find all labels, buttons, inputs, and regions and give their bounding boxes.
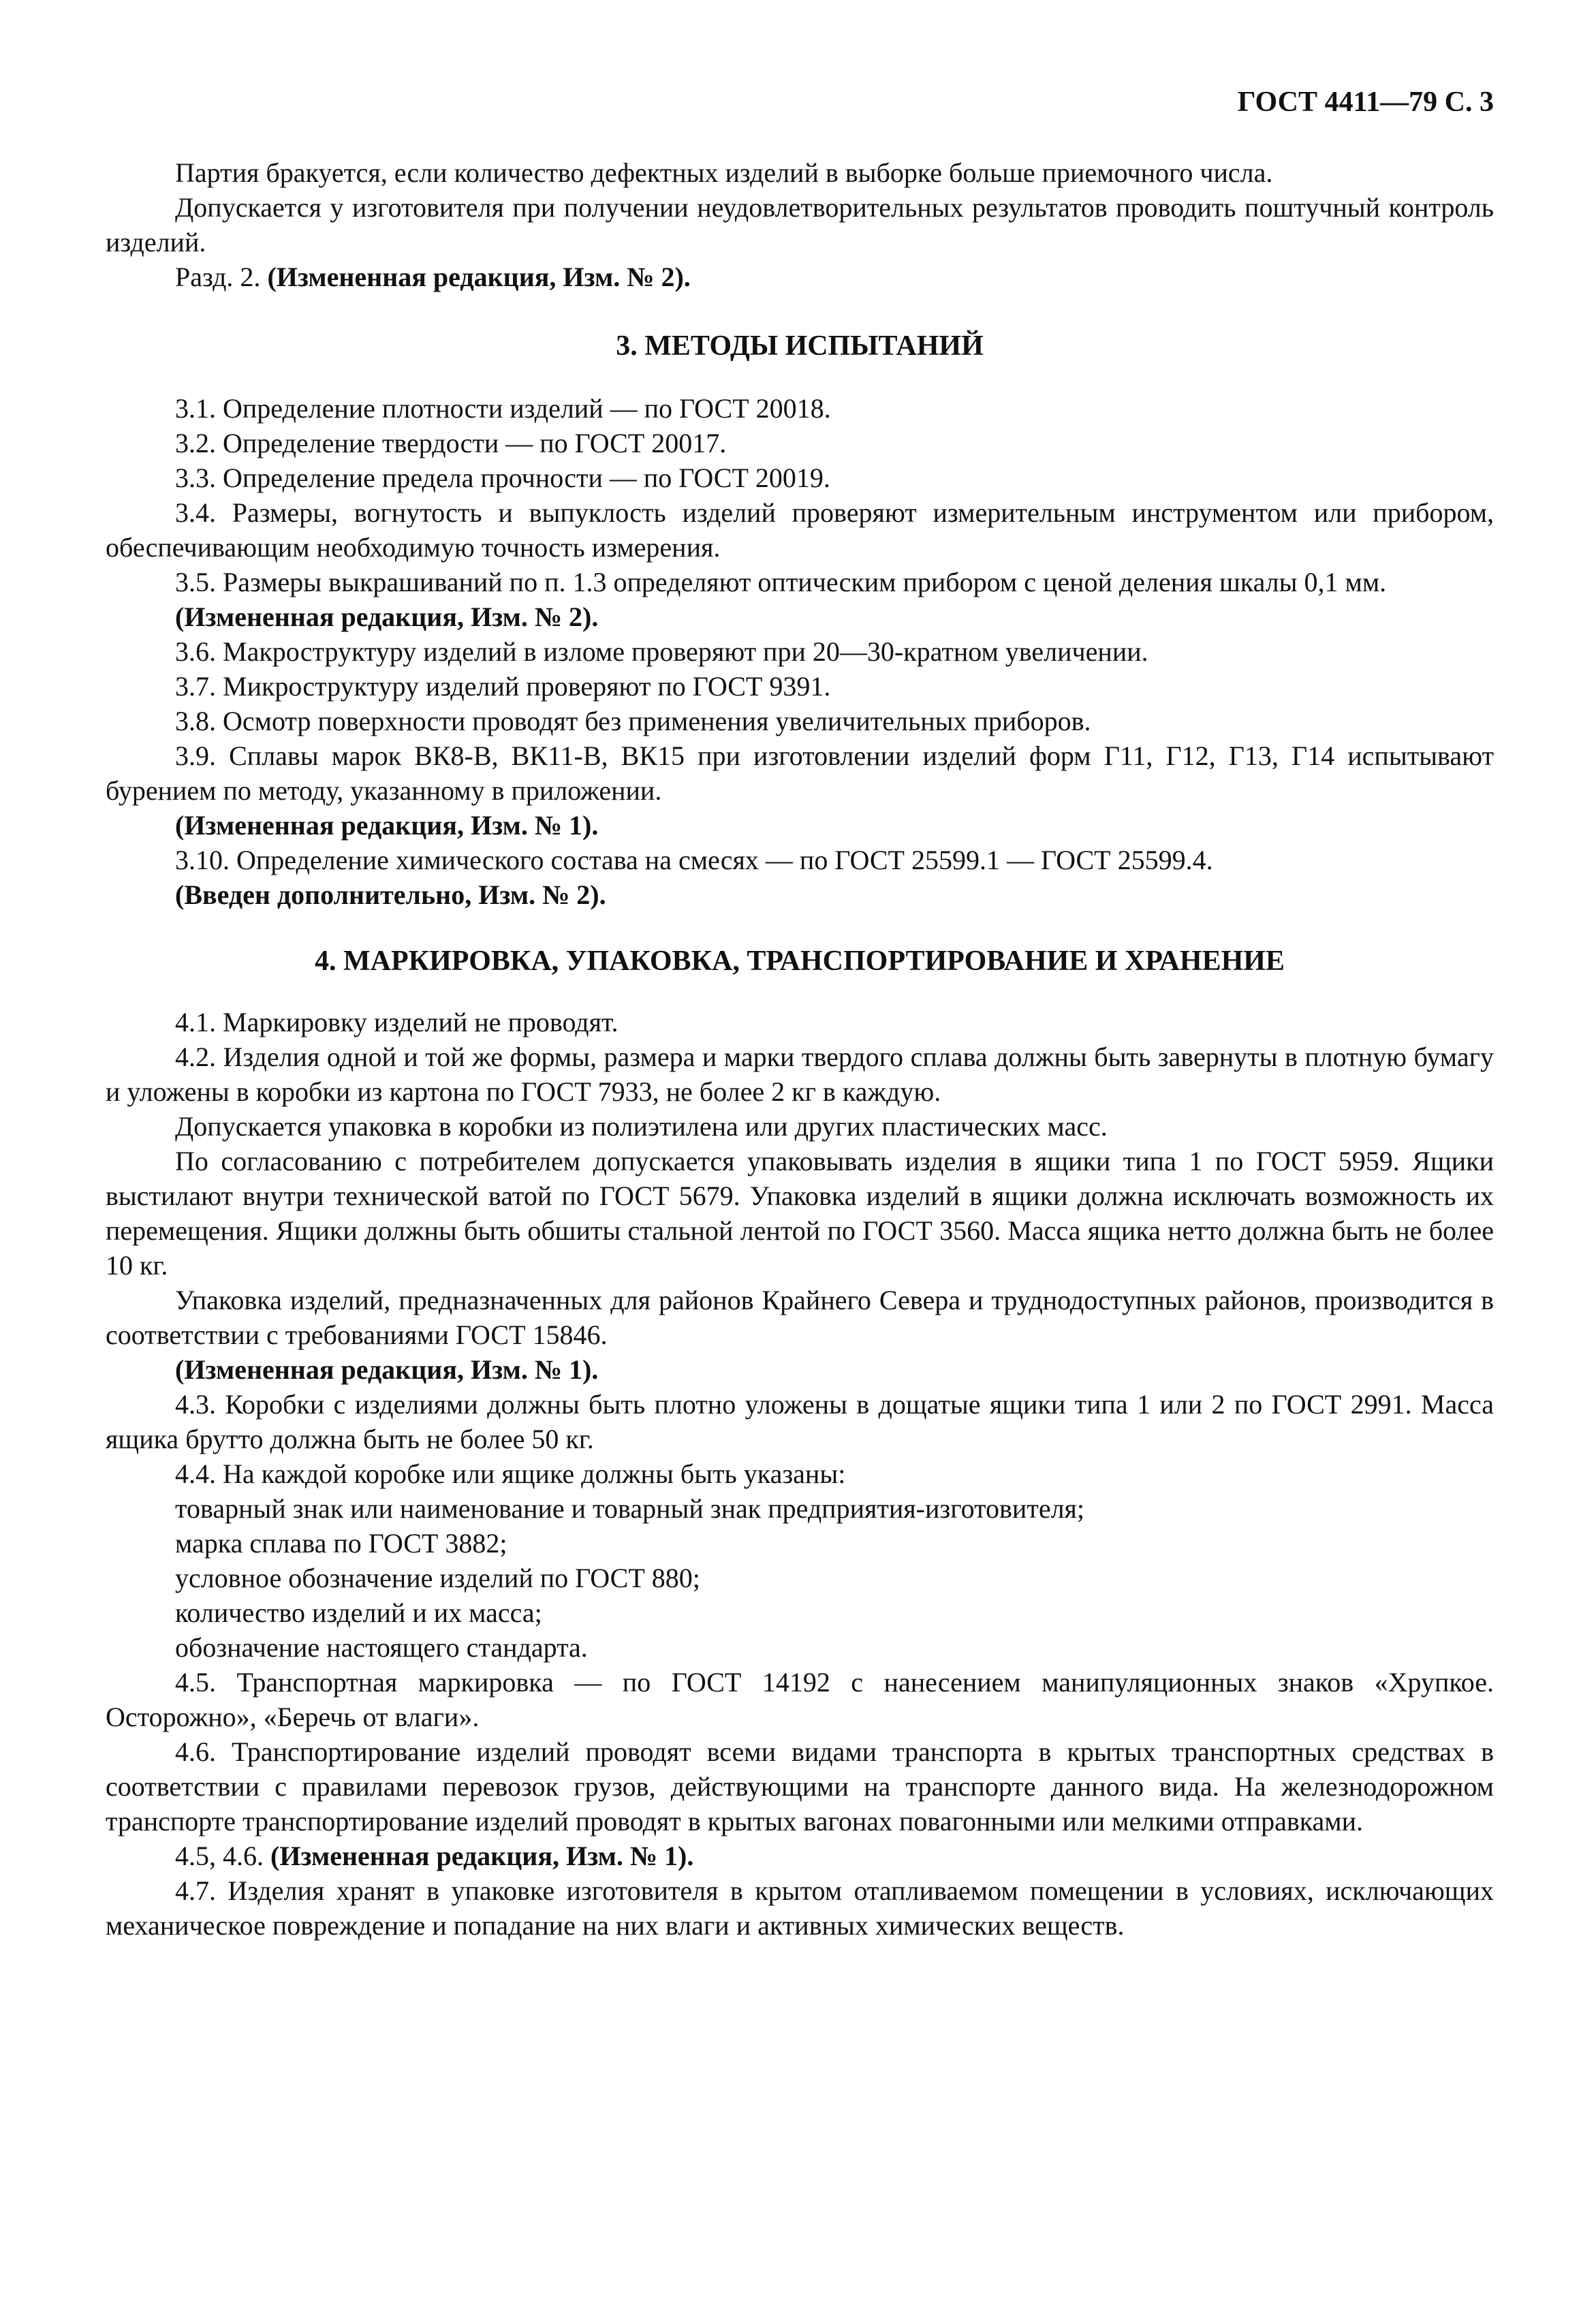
clause-4-2: 4.2. Изделия одной и той же формы, размера и марки твердого сплава должны быть завернуты в плотную бумагу и уложены в коробки из картона по ГОСТ 7933, не более 2 кг в каждую. xyxy=(106,1042,1494,1107)
clause-3-1: 3.1. Определение плотности изделий — по ГОСТ 20018. xyxy=(175,393,831,424)
list-item: количество изделий и их масса; xyxy=(175,1597,542,1628)
clause-4-2-b: Допускается упаковка в коробки из полиэтилена или других пластических масс. xyxy=(175,1111,1108,1142)
clause-4-2-c: По согласованию с потребителем допускается упаковывать изделия в ящики типа 1 по ГОСТ 5959. Ящики выстилают внутри технической ватой по ГОСТ 5679. Упаковка изделий в ящики должна исключать возможность их перемещения. Ящики должны быть обшиты стальной лентой по ГОСТ 3560. Масса ящика нетто должна быть не более 10 кг. xyxy=(106,1146,1494,1281)
amendment-note-4b xyxy=(106,1839,1494,1873)
list-item: обозначение настоящего стандарта. xyxy=(175,1632,588,1663)
clause-3-8: 3.8. Осмотр поверхности проводят без применения увеличительных приборов. xyxy=(175,706,1091,736)
amendment-note-text: (Измененная редакция, Изм. № 1). xyxy=(175,810,599,841)
amendment-note-text: (Измененная редакция, Изм. № 1). xyxy=(270,1841,694,1871)
paragraph-intro-1: Партия бракуется, если количество дефектных изделий в выборке больше приемочного числа. xyxy=(175,157,1273,188)
clause-4-2-d: Упаковка изделий, предназначенных для районов Крайнего Севера и труднодоступных районов, производится в соответствии с требованиями ГОСТ 15846. xyxy=(106,1285,1494,1350)
clause-3-9: 3.9. Сплавы марок ВК8-В, ВК11-В, ВК15 при изготовлении изделий форм Г11, Г12, Г13, Г14 испытывают бурением по методу, указанному в приложении. xyxy=(106,740,1494,806)
clause-3-3: 3.3. Определение предела прочности — по ГОСТ 20019. xyxy=(175,463,830,493)
clause-4-7: 4.7. Изделия хранят в упаковке изготовителя в крытом отапливаемом помещении в условиях, исключающих механическое повреждение и попадание на них влаги и активных химических веществ. xyxy=(106,1875,1494,1941)
amendment-note-3c xyxy=(106,877,1494,912)
document-page xyxy=(106,82,1494,1943)
list-item: условное обозначение изделий по ГОСТ 880; xyxy=(175,1563,700,1593)
clause-3-10: 3.10. Определение химического состава на смесях — по ГОСТ 25599.1 — ГОСТ 25599.4. xyxy=(175,845,1213,875)
clause-3-7: 3.7. Микроструктуру изделий проверяют по ГОСТ 9391. xyxy=(175,671,831,702)
clause-4-4: 4.4. На каждой коробке или ящике должны быть указаны: xyxy=(175,1458,846,1489)
clause-4-6: 4.6. Транспортирование изделий проводят всеми видами транспорта в крытых транспортных средствах в соответствии с правилами перевозок грузов, действующими на транспорте данного вида. На железнодорожном транспорте транспортирование изделий проводят в крытых вагонах повагонными или мелкими отправками. xyxy=(106,1736,1494,1837)
amendment-note: (Измененная редакция, Изм. № 2). xyxy=(267,262,691,292)
clause-3-5: 3.5. Размеры выкрашиваний по п. 1.3 определяют оптическим прибором с ценой деления шкалы 0,1 мм. xyxy=(175,567,1387,597)
amendment-prefix: Разд. 2. xyxy=(175,262,268,292)
amendment-note-text: (Введен дополнительно, Изм. № 2). xyxy=(175,879,606,910)
clause-3-2: 3.2. Определение твердости — по ГОСТ 20017. xyxy=(175,428,727,458)
section-4-title: 4. МАРКИРОВКА, УПАКОВКА, ТРАНСПОРТИРОВАНИЕ И ХРАНЕНИЕ xyxy=(315,946,1285,977)
clause-4-5: 4.5. Транспортная маркировка — по ГОСТ 14192 с нанесением манипуляционных знаков «Хрупкое. Осторожно», «Беречь от влаги». xyxy=(106,1667,1494,1732)
clause-4-3: 4.3. Коробки с изделиями должны быть плотно уложены в дощатые ящики типа 1 или 2 по ГОСТ 2991. Масса ящика брутто должна быть не более 50 кг. xyxy=(106,1389,1494,1454)
list-item: марка сплава по ГОСТ 3882; xyxy=(175,1528,507,1559)
clause-4-1: 4.1. Маркировку изделий не проводят. xyxy=(175,1007,619,1037)
page-header: ГОСТ 4411—79 С. 3 xyxy=(1237,87,1494,118)
amendment-note-text: (Измененная редакция, Изм. № 2). xyxy=(175,601,599,632)
amendment-prefix: 4.5, 4.6. xyxy=(175,1841,270,1871)
paragraph-intro-3 xyxy=(106,260,1494,294)
list-item: товарный знак или наименование и товарный знак предприятия-изготовителя; xyxy=(175,1493,1085,1524)
amendment-note-text: (Измененная редакция, Изм. № 1). xyxy=(175,1354,599,1385)
section-3-title: 3. МЕТОДЫ ИСПЫТАНИЙ xyxy=(616,330,984,362)
amendment-note-3b xyxy=(106,808,1494,843)
amendment-note-3a xyxy=(106,599,1494,634)
clause-3-6: 3.6. Макроструктуру изделий в изломе проверяют при 20—30-кратном увеличении. xyxy=(175,636,1148,667)
amendment-note-4a xyxy=(106,1352,1494,1387)
paragraph-intro-2: Допускается у изготовителя при получении неудовлетворительных результатов проводить поштучный контроль изделий. xyxy=(106,192,1494,257)
clause-3-4: 3.4. Размеры, вогнутость и выпуклость изделий проверяют измерительным инструментом или прибором, обеспечивающим необходимую точность измерения. xyxy=(106,497,1494,563)
